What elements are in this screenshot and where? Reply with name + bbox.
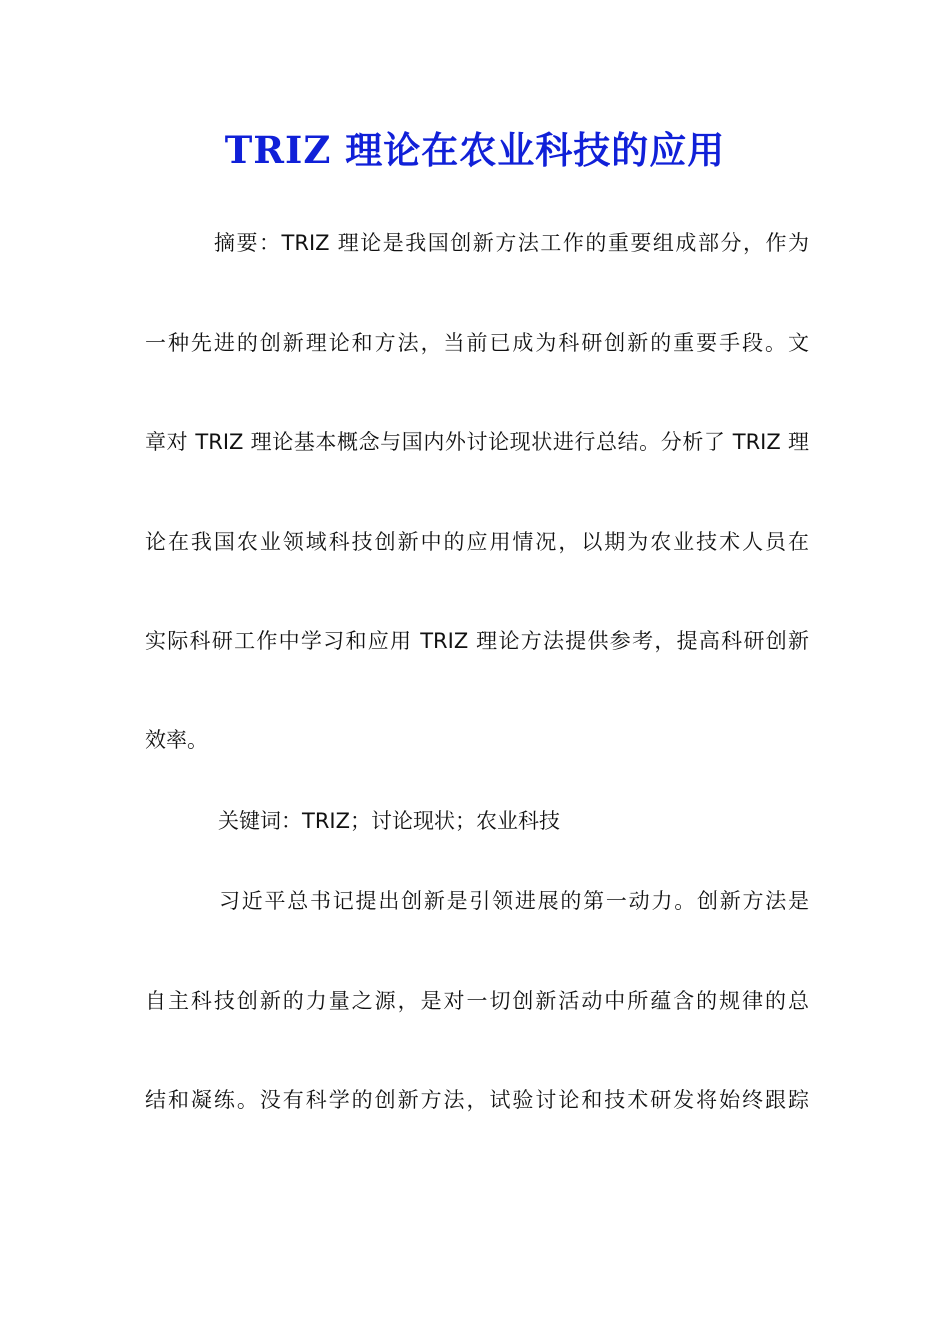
body-line: 结和凝练。没有科学的创新方法，试验讨论和技术研发将始终跟踪 [145,1088,809,1112]
body-line: 习近平总书记提出创新是引领进展的第一动力。创新方法是 [219,889,809,913]
abstract-line: 摘要：TRIZ 理论是我国创新方法工作的重要组成部分，作为 [214,231,809,255]
abstract-line: 效率。 [145,728,208,752]
abstract-line: 实际科研工作中学习和应用 TRIZ 理论方法提供参考，提高科研创新 [145,629,809,653]
keywords: 关键词：TRIZ；讨论现状；农业科技 [218,809,560,833]
abstract-line: 一种先进的创新理论和方法，当前已成为科研创新的重要手段。文 [145,331,809,355]
abstract-line: 论在我国农业领域科技创新中的应用情况，以期为农业技术人员在 [145,530,809,554]
document-title: TRIZ 理论在农业科技的应用 [224,128,726,172]
body-line: 自主科技创新的力量之源，是对一切创新活动中所蕴含的规律的总 [145,989,809,1013]
abstract-line: 章对 TRIZ 理论基本概念与国内外讨论现状进行总结。分析了 TRIZ 理 [145,430,809,454]
